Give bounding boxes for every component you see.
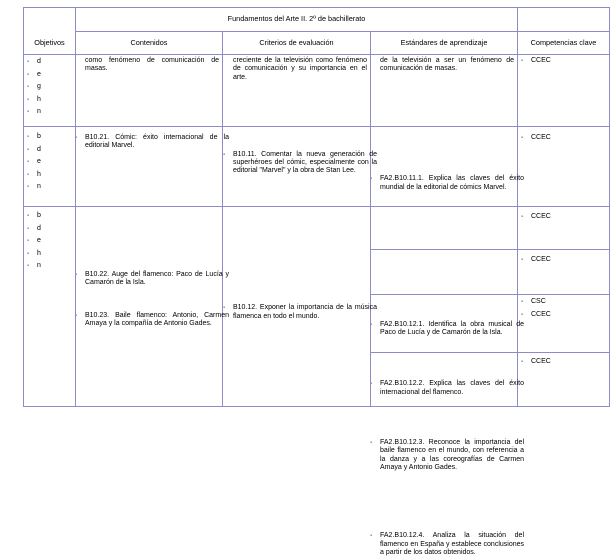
competencias-list — [521, 298, 606, 320]
table-border — [222, 31, 223, 407]
header-competencias: Competencias clave — [530, 38, 597, 47]
competencia-item: ▪ CSC — [521, 298, 606, 306]
table-border — [370, 31, 371, 407]
estandar-item: ▪ FA2.B10.12.4. Analiza la situación del flamenco en España y establece conclusiones a partir de los datos obtenidos. — [370, 532, 524, 557]
competencias-list — [521, 256, 606, 264]
objetivo-item: ▪ e — [27, 235, 71, 248]
table-border — [75, 7, 76, 407]
criterio-item: ▪ B10.11. Comentar la nueva generación de superhéroes del cómic, especialmente con la editorial "Marvel" y la obra de Stan Lee. — [223, 151, 377, 176]
table-border — [609, 7, 610, 407]
objetivo-item: ▪ n — [27, 181, 71, 194]
objetivo-item: ▪ d — [27, 144, 71, 157]
table-border — [370, 294, 610, 295]
contenido-item: ▪ B10.23. Baile flamenco: Antonio, Carmen Amaya y la compañía de Antonio Gades. — [75, 312, 229, 329]
table-border — [23, 7, 24, 407]
table-border — [517, 7, 518, 407]
objetivo-item: ▪ h — [27, 248, 71, 261]
competencia-item: ▪ CCEC — [521, 358, 606, 366]
objetivo-item: ▪ b — [27, 131, 71, 144]
objetivos-list — [27, 131, 71, 194]
estandar-item: ▪ FA2.B10.12.1. Identifica la obra musical de Paco de Lucía y de Camarón de la Isla. — [370, 321, 524, 338]
criterio-text: creciente de la televisión como fenómeno de comunicación y su importancia en el arte. — [233, 57, 367, 81]
objetivo-item: ▪ g — [27, 81, 71, 94]
objetivos-list — [27, 56, 71, 119]
table-border — [23, 54, 610, 55]
objetivo-item: ▪ h — [27, 94, 71, 107]
competencias-list — [521, 134, 606, 142]
contenido-item: ▪ B10.22. Auge del flamenco: Paco de Lucía y Camarón de la Isla. — [75, 271, 229, 288]
competencias-list — [521, 57, 606, 65]
table-border — [23, 206, 610, 207]
competencia-item: ▪ CCEC — [521, 134, 606, 142]
objetivo-item: ▪ e — [27, 69, 71, 82]
estandar-item: ▪ FA2.B10.12.3. Reconoce la importancia del baile flamenco en el mundo, con referencia a la danza y a las coreografías de Carmen Amaya y Antonio Gades. — [370, 439, 524, 472]
header-criterios: Criterios de evaluación — [259, 38, 334, 47]
header-contenidos: Contenidos — [130, 38, 168, 47]
estandar-text: de la televisión a ser un fenómeno de comunicación de masas. — [380, 57, 514, 73]
objetivo-item: ▪ e — [27, 156, 71, 169]
table-border — [23, 406, 610, 407]
contenido-text: como fenómeno de comunicación de masas. — [85, 57, 219, 73]
competencias-list — [521, 213, 606, 221]
objetivo-item: ▪ b — [27, 210, 71, 223]
estandar-item: ▪ FA2.B10.12.2. Explica las claves del éxito internacional del flamenco. — [370, 380, 524, 397]
criterio-item: ▪ B10.12. Exponer la importancia de la música flamenca en todo el mundo. — [223, 304, 377, 321]
table-title: Fundamentos del Arte II. 2º de bachillerato — [227, 14, 366, 23]
objetivo-item: ▪ h — [27, 169, 71, 182]
table-border — [370, 352, 610, 353]
objetivo-item: ▪ d — [27, 223, 71, 236]
competencia-item: ▪ CCEC — [521, 311, 606, 319]
header-estandares: Estándares de aprendizaje — [400, 38, 488, 47]
header-objetivos: Objetivos — [34, 38, 65, 47]
table-border — [75, 31, 610, 32]
competencias-list — [521, 358, 606, 366]
objetivo-item: ▪ n — [27, 106, 71, 119]
competencia-item: ▪ CCEC — [521, 213, 606, 221]
table-border — [370, 249, 610, 250]
curriculum-table — [23, 7, 610, 556]
estandar-item: ▪ FA2.B10.11.1. Explica las claves del éxito mundial de la editorial de cómics Marvel. — [370, 175, 524, 192]
objetivo-item: ▪ d — [27, 56, 71, 69]
objetivos-list — [27, 210, 71, 273]
contenido-item: ▪ B10.21. Cómic: éxito internacional de la editorial Marvel. — [75, 134, 229, 151]
objetivo-item: ▪ n — [27, 260, 71, 273]
competencia-item: ▪ CCEC — [521, 57, 606, 65]
competencia-item: ▪ CCEC — [521, 256, 606, 264]
table-border — [23, 126, 610, 127]
table-border — [23, 7, 610, 8]
